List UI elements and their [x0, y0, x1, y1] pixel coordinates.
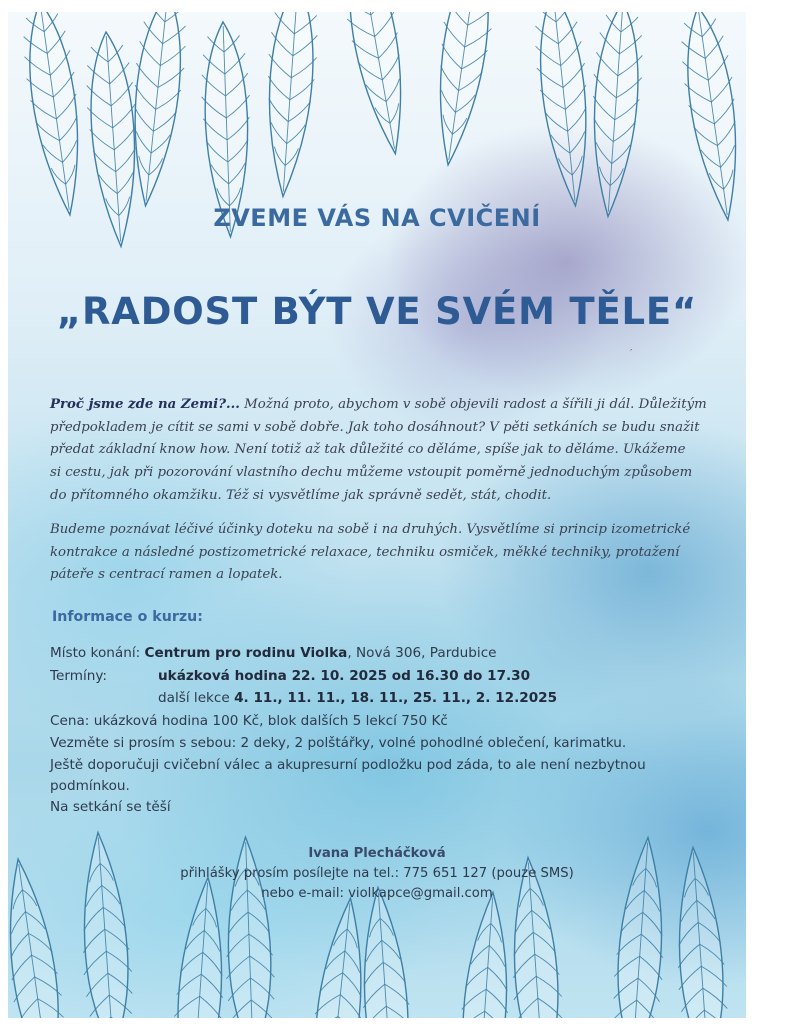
venue-address: , Nová 306, Pardubice: [347, 645, 497, 661]
intro-p1-line2: předpokladem je cítit se sami v sobě dobře. Jak toho dosáhnout? V pěti setkáních se budu snažit: [50, 419, 700, 435]
intro-p2-line2: kontrakce a následné postizometrické relaxace, techniku osmiček, měkké techniky, protažení: [50, 544, 680, 560]
dates-next-row: [50, 687, 740, 710]
intro-p2-line1: Budeme poznávat léčivé účinky doteku na sobě i na druhých. Vysvětlíme si princip izometrické: [50, 522, 691, 537]
intro-paragraph-1: [50, 394, 740, 508]
venue-row: [50, 642, 740, 665]
recommend-row-1: Ještě doporučuji cvičební válec a akupresurní podložku pod záda, to ale není nezbytnou: [50, 756, 646, 773]
venue-name: Centrum pro rodinu Violka: [144, 645, 348, 661]
invite-heading: ZVEME VÁS NA CVIČENÍ: [213, 204, 541, 232]
flyer-page: [8, 12, 746, 1018]
intro-p1-line4: si cestu, jak při pozorování vlastního dechu můžeme vstoupit poměrně jednoduchým způsobem: [50, 465, 693, 481]
dates-next-prefix: další lekce: [158, 690, 235, 706]
signature-email: nebo e-mail: violkapce@gmail.com: [261, 886, 493, 901]
signature-phone: přihlášky prosím posílejte na tel.: 775 651 127 (pouze SMS): [180, 866, 574, 881]
price-row: Cena: ukázková hodina 100 Kč, blok dalších 5 lekcí 750 Kč: [50, 712, 448, 729]
course-title: „RADOST BÝT VE SVÉM TĚLE“: [56, 290, 698, 333]
bring-row: Vezměte si prosím s sebou: 2 deky, 2 polštářky, volné pohodlné oblečení, karimatku.: [50, 735, 627, 751]
recommend-row-2: podmínkou.: [50, 777, 130, 794]
intro-p1-line5: do přítomného okamžiku. Též si vysvětlíme jak správně sedět, stát, chodit.: [50, 487, 552, 503]
course-info: [50, 642, 740, 817]
dates-demo: ukázková hodina 22. 10. 2025 od 16.30 do 17.30: [158, 667, 531, 684]
intro-lead: Proč jsme zde na Zemi?...: [50, 397, 240, 412]
course-info-heading: Informace o kurzu:: [52, 609, 203, 625]
signature-name: Ivana Plecháčková: [308, 846, 446, 861]
dates-row: [50, 665, 740, 688]
closing-row: Na setkání se těší: [50, 798, 171, 815]
dates-next: 4. 11., 11. 11., 18. 11., 25. 11., 2. 12.2025: [234, 690, 558, 706]
intro-p1-line3: předat základní know how. Není totiž až tak důležité co děláme, spíše jak to děláme. Ukážeme: [50, 442, 686, 458]
intro-p1-line1: Možná proto, abychom v sobě objevili radost a šířili ji dál. Důležitým: [239, 397, 707, 412]
stray-mark: ′: [630, 348, 633, 359]
signature-block: [8, 844, 746, 904]
intro-paragraph-2: [50, 519, 740, 587]
intro-p2-line3: páteře s centrací ramen a lopatek.: [50, 567, 283, 583]
venue-label: Místo konání:: [50, 645, 141, 661]
dates-label: Termíny:: [50, 667, 107, 684]
